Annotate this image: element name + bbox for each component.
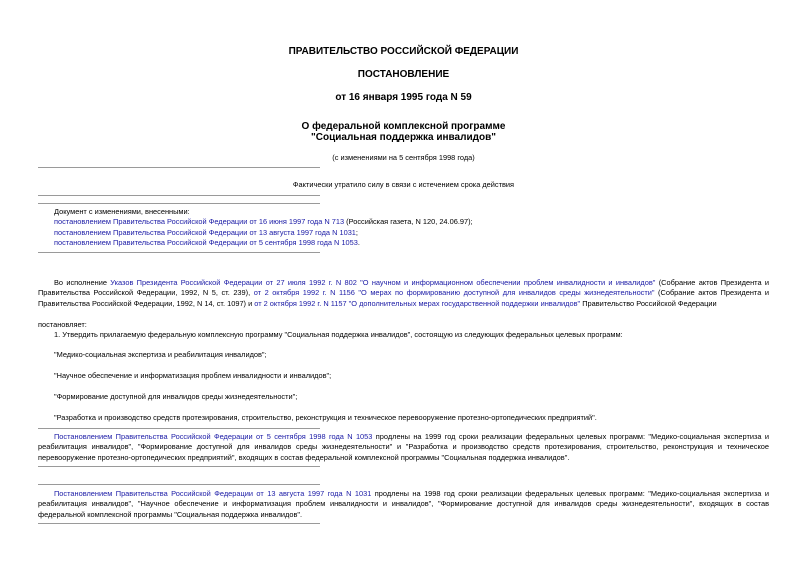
decree-link[interactable]: от 2 октября 1992 г. N 1157 "О дополнительных мерах государственной поддержки инвалидов" (254, 298, 581, 308)
title-line-2: "Социальная поддержка инвалидов" (311, 132, 496, 143)
decree-link[interactable]: Указов Президента Российской Федерации от 27 июля 1992 г. N 802 "О научном и информационном обеспечении проблем инвалидности и инвалидов" (110, 278, 656, 287)
divider (38, 484, 320, 485)
preamble: Во исполнение Указов Президента Российской Федерации от 27 июля 1992 г. N 802 "О научном и информационном обеспечении проблем инвалидности и инвалидов" (Собрание актов Президента и Правительства Российской Федерации, 1992, N 5, ст. 239), от 2 октября 1992 г. N 1156 "О мерах по формированию доступной для инвалидов среды жизнедеятельности" (Собрание актов Президента и Правительства Российской Федерации, 1992, N 14, ст. 1097) и от 2 октября 1992 г. N 1157 "О дополнительных мерах государственной поддержки инвалидов" Правительство Российской Федерации (38, 278, 770, 308)
program-item: "Медико-социальная экспертиза и реабилитация инвалидов"; (54, 350, 267, 359)
program-item: "Формирование доступной для инвалидов среды жизнедеятельности"; (54, 392, 298, 401)
change-link[interactable]: постановлением Правительства Российской Федерации от 5 сентября 1998 года N 1053 (54, 237, 358, 247)
document-date-number: от 16 января 1995 года N 59 (335, 92, 472, 103)
title-line-1: О федеральной комплексной программе (301, 121, 506, 132)
program-item: "Разработка и производство средств протезирования, строительство, реконструкция и техническое перевооружение протезно-ортопедических предприятий". (54, 413, 597, 422)
document-type: ПОСТАНОВЛЕНИЕ (357, 69, 450, 80)
program-item: "Научное обеспечение и информатизация проблем инвалидности и инвалидов"; (54, 371, 332, 380)
divider (38, 428, 320, 429)
divider (38, 252, 320, 253)
change-link[interactable]: постановлением Правительства Российской Федерации от 13 августа 1997 года N 1031 (54, 227, 356, 237)
divider (38, 195, 320, 196)
divider (38, 523, 320, 524)
divider (38, 466, 320, 467)
amendment-note-1: Постановлением Правительства Российской Федерации от 5 сентября 1998 года N 1053 продлены на 1999 год сроки реализации федеральных целевых программ: "Медико-социальная экспертиза и реабилитация инвалидов", "Формирование доступной для инвалидов среды жизнедеятельности" и "Разработка и производство средств протезирования, строительство, реконструкция и техническое перевооружение протезно-ортопедических предприятий", входящих в состав федеральной комплексной программы "Социальная поддержка инвалидов". (38, 432, 769, 462)
decides-label: постановляет: (38, 320, 87, 329)
divider (38, 203, 320, 204)
status-note: Фактически утратило силу в связи с истечением срока действия (292, 180, 515, 189)
changes-list (54, 207, 774, 248)
item-1: 1. Утвердить прилагаемую федеральную комплексную программу "Социальная поддержка инвалидов", состоящую из следующих федеральных целевых программ: (54, 330, 623, 339)
change-link[interactable]: постановлением Правительства Российской Федерации от 16 июня 1997 года N 713 (54, 217, 345, 227)
change-item: постановлением Правительства Российской Федерации от 5 сентября 1998 года N 1053. (54, 237, 360, 247)
org-name: ПРАВИТЕЛЬСТВО РОССИЙСКОЙ ФЕДЕРАЦИИ (288, 46, 519, 57)
changes-intro: Документ с изменениями, внесенными: (54, 207, 190, 216)
decree-link[interactable]: от 2 октября 1992 г. N 1156 "О мерах по формированию доступной для инвалидов среды жизнедеятельности" (253, 288, 655, 298)
amendment-link[interactable]: Постановлением Правительства Российской Федерации от 13 августа 1997 года N 1031 (54, 489, 372, 498)
amendment-note-2: Постановлением Правительства Российской Федерации от 13 августа 1997 года N 1031 продлены на 1998 год сроки реализации федеральных целевых программ: "Медико-социальная экспертиза и реабилитация инвалидов", "Научное обеспечение и информатизация проблем инвалидности и инвалидов", "Формирование доступной для инвалидов среды жизнедеятельности", входящих в состав федеральной комплексной программы "Социальная поддержка инвалидов". (38, 489, 769, 519)
change-item: постановлением Правительства Российской Федерации от 13 августа 1997 года N 1031; (54, 227, 358, 237)
change-item: постановлением Правительства Российской Федерации от 16 июня 1997 года N 713 (Российская газета, N 120, 24.06.97); (54, 217, 473, 227)
amendment-link[interactable]: Постановлением Правительства Российской Федерации от 5 сентября 1998 года N 1053 (54, 432, 373, 441)
revision-note: (с изменениями на 5 сентября 1998 года) (332, 153, 475, 162)
divider (38, 167, 320, 168)
